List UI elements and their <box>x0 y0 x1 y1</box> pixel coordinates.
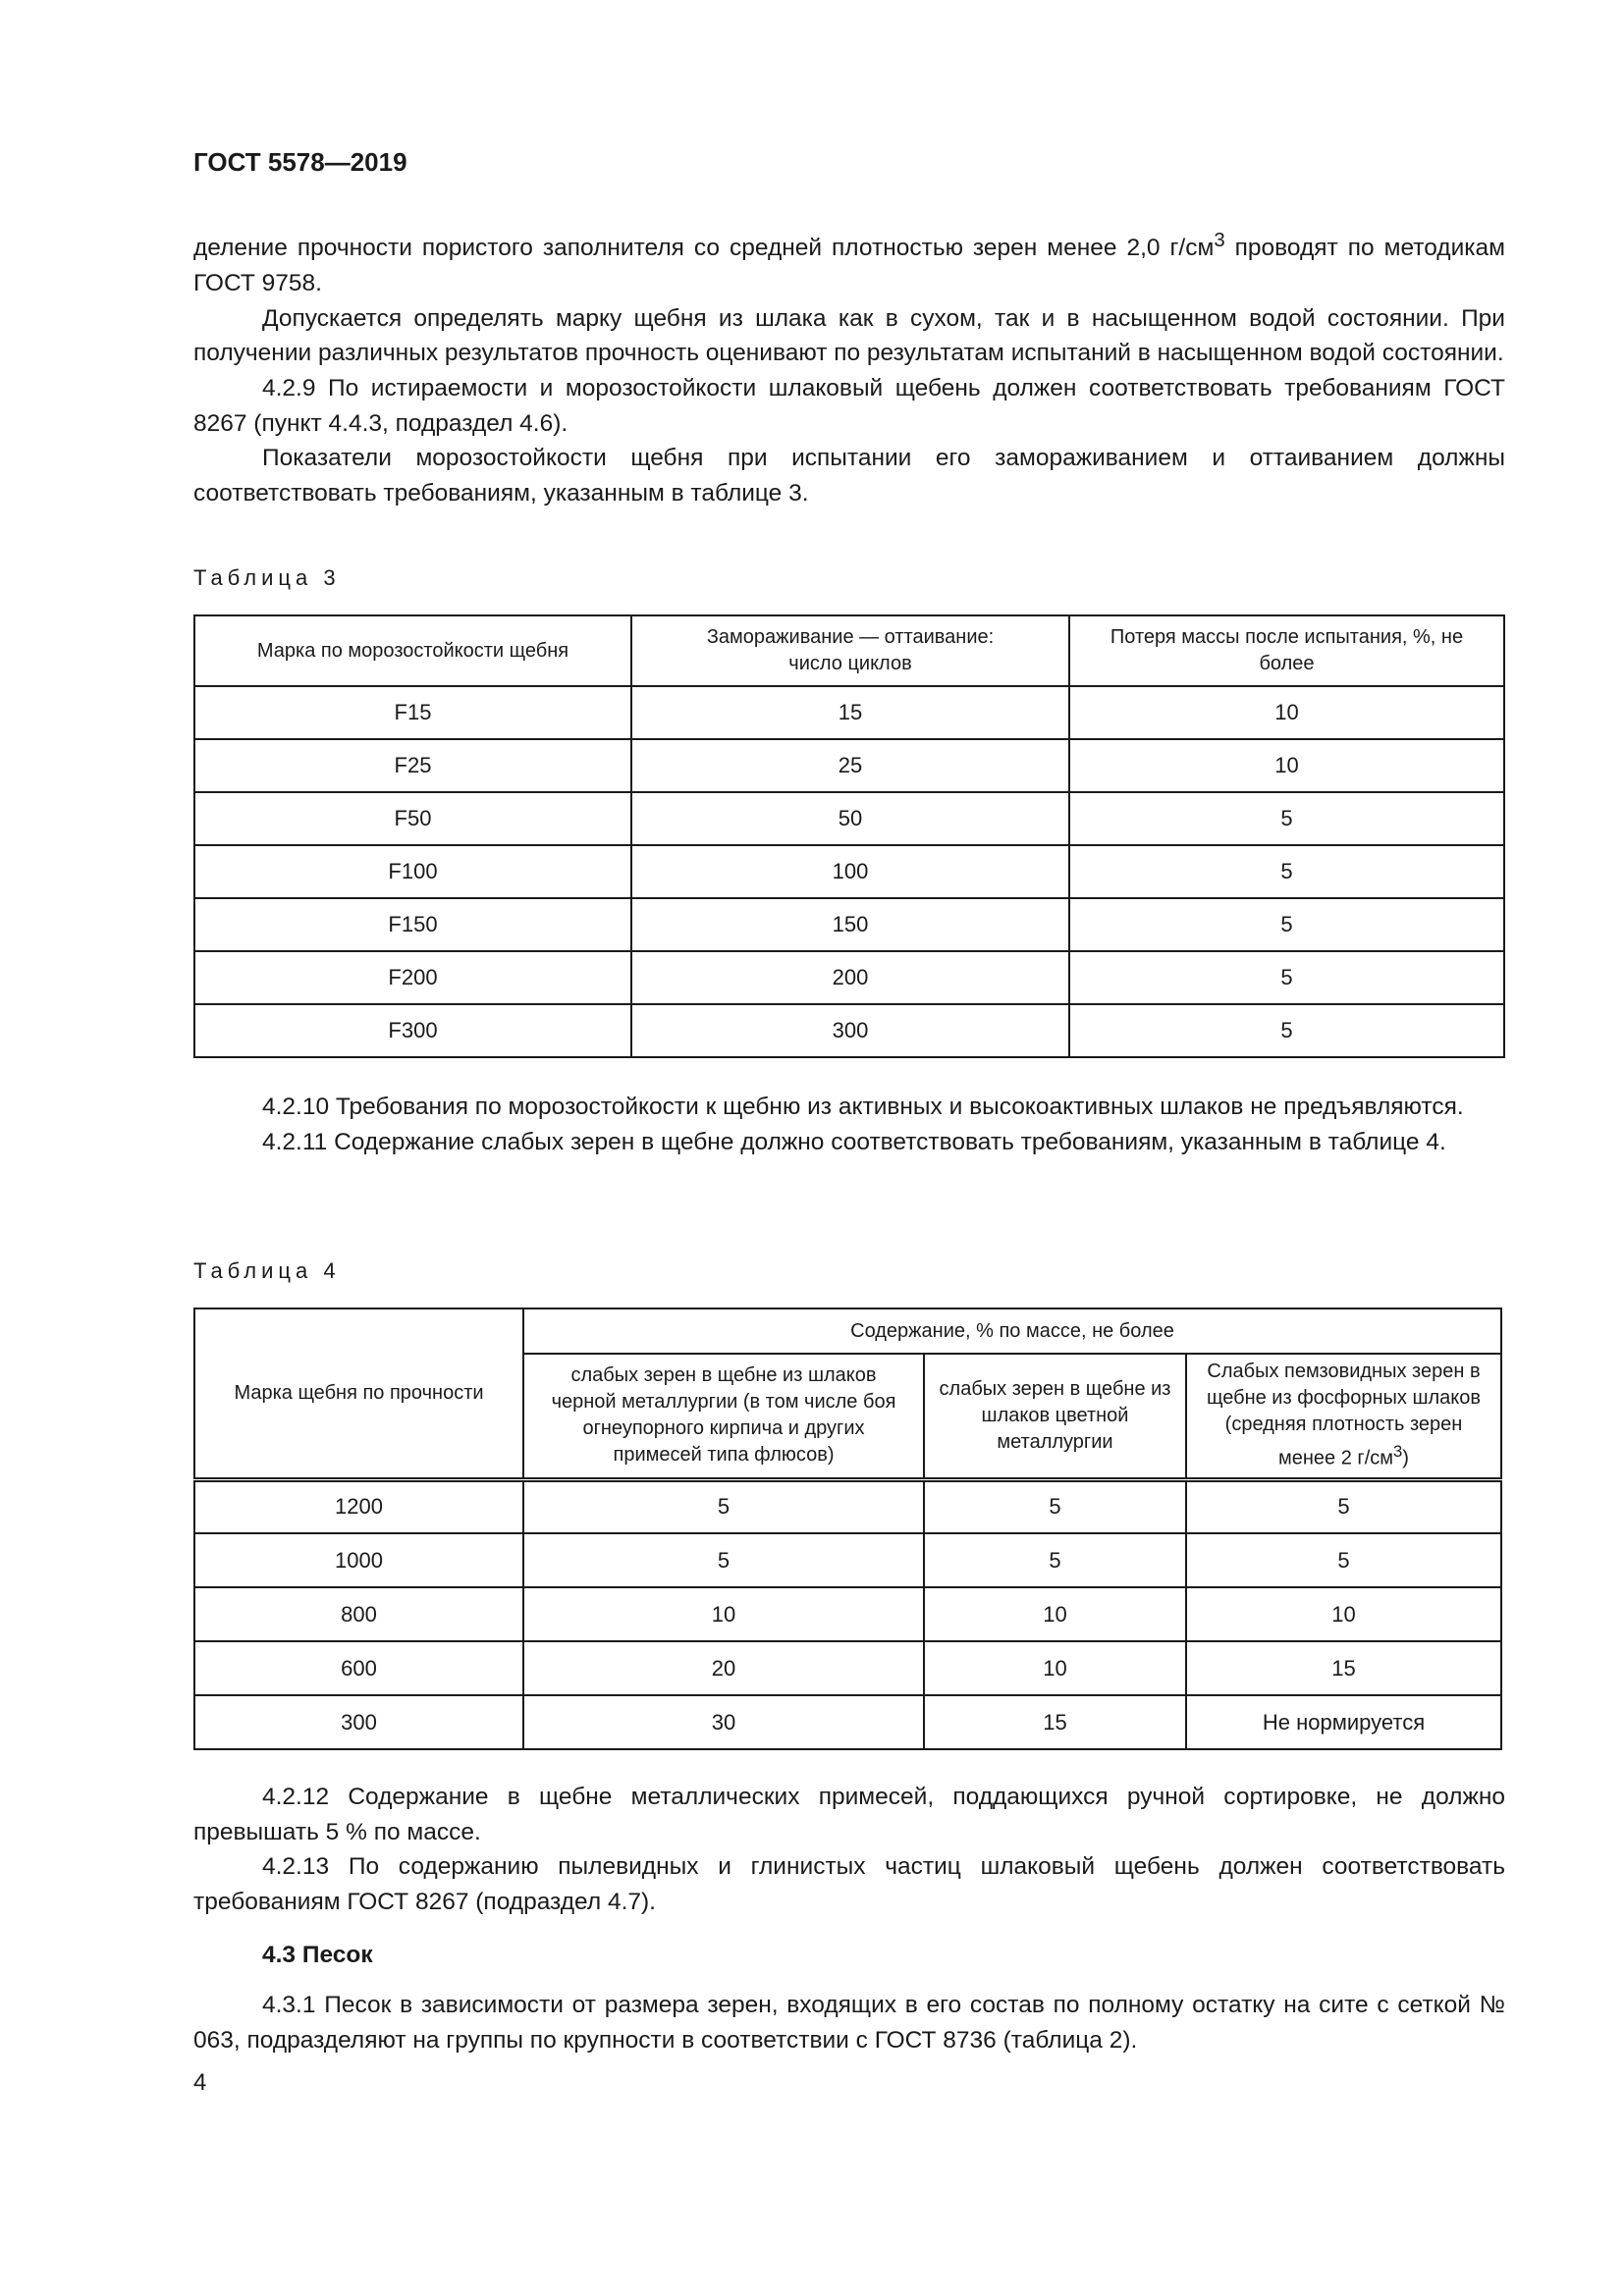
header-cell: Замораживание — оттаивание: число циклов <box>631 615 1069 686</box>
table-cell: F150 <box>194 898 631 951</box>
table-cell: 5 <box>1069 792 1504 845</box>
header-cell: Потеря массы после испытания, %, не более <box>1069 615 1504 686</box>
table-row <box>194 792 1504 845</box>
section-heading: 4.3 Песок <box>262 1942 373 1968</box>
table-cell: 15 <box>1186 1641 1501 1695</box>
text: Слабых пемзовидных зерен в щебне из фосфорных шлаков (средняя плотность зерен менее 2 г/см <box>1206 1361 1482 1470</box>
document-header: ГОСТ 5578—2019 <box>193 147 407 177</box>
text: 4.3.1 Песок в зависимости от размера зерен, входящих в его состав по полному остатку на сите с сеткой № 063, подразделяют на группы по крупности в соответствии с ГОСТ 8736 (таблица 2). <box>193 1992 1505 2054</box>
header-cell: Марка щебня по прочности <box>194 1308 523 1479</box>
table-cell: 10 <box>523 1587 924 1641</box>
paragraph: 4.2.11 Содержание слабых зерен в щебне должно соответствовать требованиям, указанным в таблице 4. <box>262 1128 1446 1155</box>
table-cell: 10 <box>1069 686 1504 739</box>
paragraph: 4.2.9 По истираемости и морозостойкости шлаковый щебень должен соответствовать требованиям ГОСТ 8267 (пункт 4.4.3, подраздел 4.6). <box>193 374 1505 437</box>
table-cell: 1200 <box>194 1479 523 1533</box>
table-cell: F15 <box>194 686 631 739</box>
paragraph: Показатели морозостойкости щебня при испытании его замораживанием и оттаиванием должны соответствовать требованиям, указанным в таблице 3. <box>193 445 1505 507</box>
table-cell: 10 <box>1069 739 1504 792</box>
table-cell: 5 <box>1186 1533 1501 1587</box>
table-cell: 5 <box>1069 845 1504 898</box>
table-cell: 25 <box>631 739 1069 792</box>
table-row <box>194 1479 1501 1533</box>
table-cell: 300 <box>631 1004 1069 1057</box>
table-cell: 300 <box>194 1695 523 1749</box>
end-text <box>193 1780 1505 1920</box>
table-cell: F200 <box>194 951 631 1004</box>
table-cell: 30 <box>523 1695 924 1749</box>
text: деление прочности пористого заполнителя со средней плотностью зерен менее 2,0 г/см <box>193 235 1215 262</box>
table-cell: 5 <box>1186 1479 1501 1533</box>
table-cell: 200 <box>631 951 1069 1004</box>
table-cell: 5 <box>1069 898 1504 951</box>
paragraph: 4.2.12 Содержание в щебне металлических примесей, поддающихся ручной сортировке, не должно превышать 5 % по массе. <box>193 1784 1505 1845</box>
table-row <box>194 1641 1501 1695</box>
table-row <box>194 686 1504 739</box>
table-cell: 1000 <box>194 1533 523 1587</box>
table-cell: 15 <box>924 1695 1186 1749</box>
header-group-cell: Содержание, % по массе, не более <box>523 1308 1501 1354</box>
page-number: 4 <box>193 2069 207 2096</box>
table-cell: 5 <box>1069 1004 1504 1057</box>
table-cell: 50 <box>631 792 1069 845</box>
paragraph <box>193 224 1505 301</box>
table-cell: F50 <box>194 792 631 845</box>
table-cell: 5 <box>523 1533 924 1587</box>
paragraph: 4.2.13 По содержанию пылевидных и глинистых частиц шлаковый щебень должен соответствовать требованиям ГОСТ 8267 (подраздел 4.7). <box>193 1853 1505 1916</box>
paragraph <box>193 1988 1505 2057</box>
table-row <box>194 898 1504 951</box>
table-cell: 15 <box>631 686 1069 739</box>
table-row <box>194 1695 1501 1749</box>
table3 <box>193 614 1505 1058</box>
table-cell: 600 <box>194 1641 523 1695</box>
header-cell <box>1186 1354 1501 1479</box>
table-row <box>194 1004 1504 1057</box>
paragraph: 4.2.10 Требования по морозостойкости к щебню из активных и высокоактивных шлаков не предъявляются. <box>262 1094 1464 1120</box>
table-row <box>194 845 1504 898</box>
table-cell: 5 <box>523 1479 924 1533</box>
table3-caption: Таблица 3 <box>193 565 341 590</box>
table-cell: 800 <box>194 1587 523 1641</box>
table-row <box>194 1533 1501 1587</box>
table-row <box>194 951 1504 1004</box>
superscript: 3 <box>1214 230 1225 251</box>
header-cell: слабых зерен в щебне из шлаков цветной металлургии <box>924 1354 1186 1479</box>
table-cell: F100 <box>194 845 631 898</box>
table-cell: 5 <box>924 1533 1186 1587</box>
text: проводят по методикам ГОСТ 9758. <box>193 235 1505 296</box>
header-cell: Марка по морозостойкости щебня <box>194 615 631 686</box>
header-cell: слабых зерен в щебне из шлаков черной металлургии (в том числе боя огнеупорного кирпича и других примесей типа флюсов) <box>523 1354 924 1479</box>
table-cell: 100 <box>631 845 1069 898</box>
table-cell: 10 <box>924 1641 1186 1695</box>
table-row <box>194 739 1504 792</box>
table-cell: 10 <box>1186 1587 1501 1641</box>
table-cell: 5 <box>924 1479 1186 1533</box>
table-cell: 20 <box>523 1641 924 1695</box>
intro-text <box>193 224 1505 511</box>
table-cell: 10 <box>924 1587 1186 1641</box>
table-cell: 5 <box>1069 951 1504 1004</box>
paragraph: Допускается определять марку щебня из шлака как в сухом, так и в насыщенном водой состоянии. При получении различных результатов прочность оценивают по результатам испытаний в насыщенном водой состоянии. <box>193 304 1505 367</box>
mid-text <box>193 1090 1505 1159</box>
table4-caption: Таблица 4 <box>193 1258 341 1283</box>
superscript: 3 <box>1393 1442 1403 1462</box>
table-cell: Не нормируется <box>1186 1695 1501 1749</box>
text: ) <box>1402 1448 1409 1470</box>
table-row <box>194 1587 1501 1641</box>
table4 <box>193 1308 1502 1750</box>
table-cell: F25 <box>194 739 631 792</box>
table-cell: F300 <box>194 1004 631 1057</box>
table-cell: 150 <box>631 898 1069 951</box>
